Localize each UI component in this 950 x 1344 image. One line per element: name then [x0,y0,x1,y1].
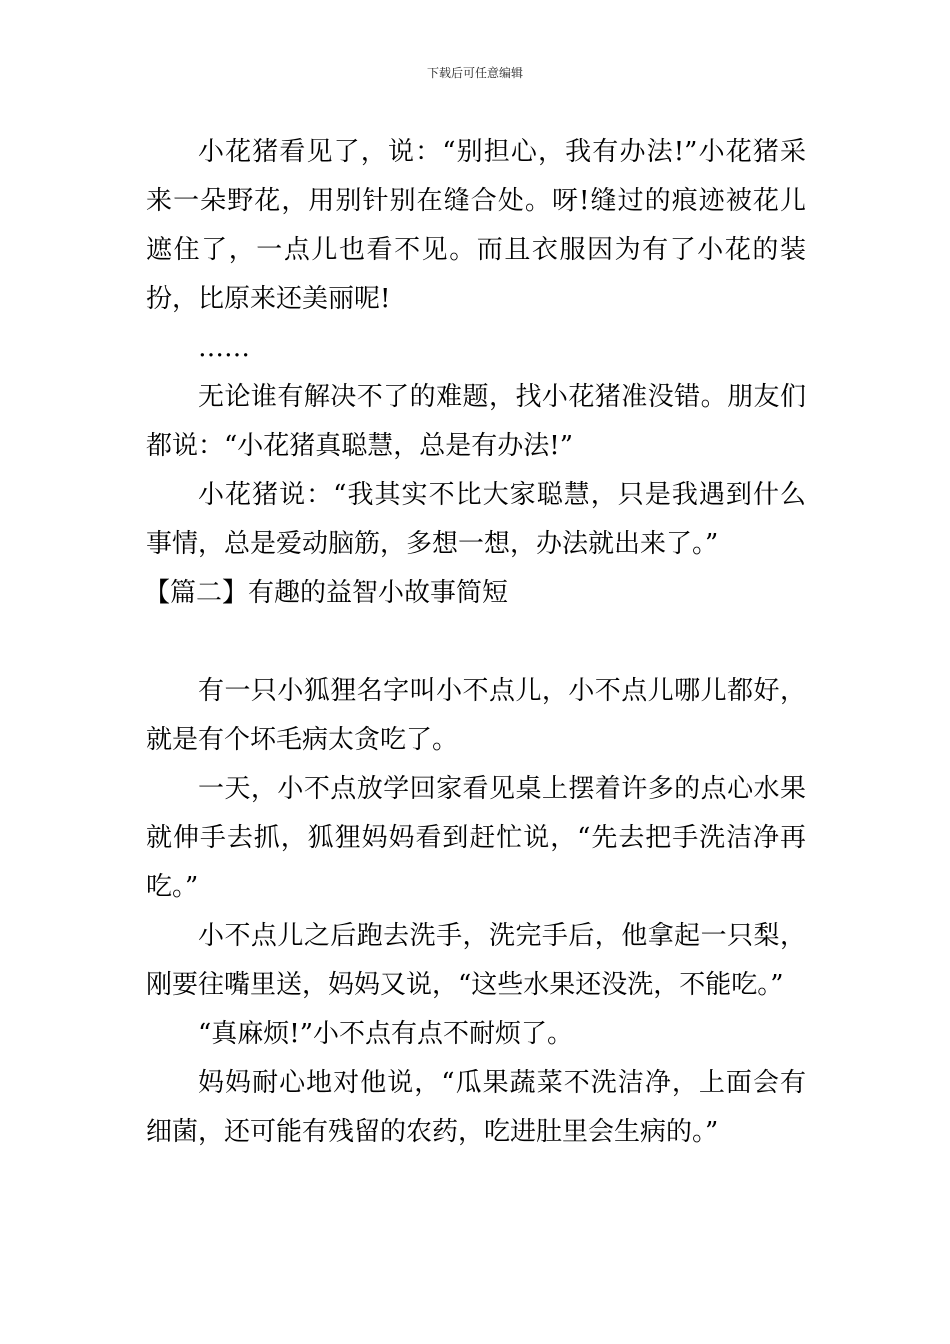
blank-line [146,618,806,667]
paragraph: 小花猪说：“我其实不比大家聪慧，只是我遇到什么事情，总是爱动脑筋，多想一想，办法就出来了。” [146,480,806,559]
paragraph: 小不点儿之后跑去洗手，洗完手后，他拿起一只梨，刚要往嘴里送，妈妈又说，“这些水果还没洗，不能吃。” [146,921,806,1000]
section-title: 【篇二】有趣的益智小故事简短 [144,578,509,608]
paragraph: 有一只小狐狸名字叫小不点儿，小不点儿哪儿都好，就是有个坏毛病太贪吃了。 [146,676,806,755]
paragraph: 一天，小不点放学回家看见桌上摆着许多的点心水果就伸手去抓，狐狸妈妈看到赶忙说，“先去把手洗洁净再吃。” [146,774,806,902]
ellipsis-line: …… [198,333,250,363]
paragraph: “真麻烦!”小不点有点不耐烦了。 [198,1019,574,1049]
document-body [146,128,806,1157]
header-note: 下载后可任意编辑 [426,66,523,80]
paragraph: 妈妈耐心地对他说，“瓜果蔬菜不洗洁净，上面会有细菌，还可能有残留的农药，吃进肚里会生病的。” [146,1068,806,1147]
paragraph: 无论谁有解决不了的难题，找小花猪准没错。朋友们都说：“小花猪真聪慧，总是有办法!” [146,382,806,461]
paragraph: 小花猪看见了，说：“别担心，我有办法!”小花猪采来一朵野花，用别针别在缝合处。呀!缝过的痕迹被花儿遮住了，一点儿也看不见。而且衣服因为有了小花的装扮，比原来还美丽呢! [146,137,806,314]
